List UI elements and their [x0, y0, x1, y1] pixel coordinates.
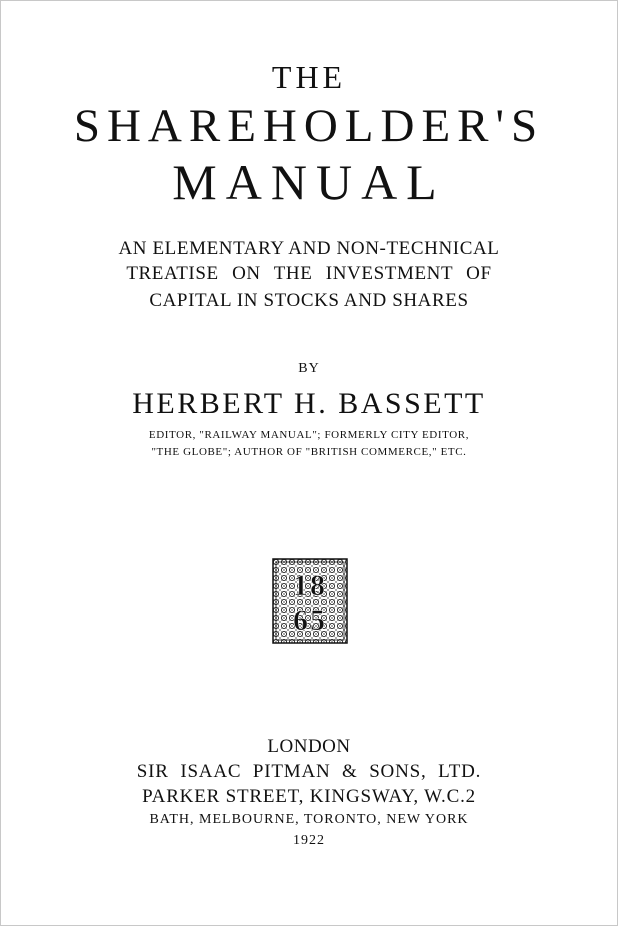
imprint-address: PARKER STREET, KINGSWAY, W.C.2	[142, 786, 476, 807]
svg-text:18: 18	[293, 569, 327, 602]
author-credentials-2: "THE GLOBE"; AUTHOR OF "BRITISH COMMERCE," ETC.	[151, 446, 467, 458]
subtitle-line-3: CAPITAL IN STOCKS AND SHARES	[149, 290, 469, 311]
title-main: SHAREHOLDER'S	[73, 100, 545, 152]
byline: BY	[298, 361, 320, 376]
subtitle-line-2: TREATISE ON THE INVESTMENT OF	[126, 263, 492, 284]
monogram-art	[272, 558, 348, 644]
author-name: HERBERT H. BASSETT	[132, 387, 486, 420]
imprint-place: LONDON	[267, 736, 351, 757]
author-credentials-1: EDITOR, "RAILWAY MANUAL"; FORMERLY CITY EDITOR,	[148, 429, 470, 441]
svg-text:65: 65	[293, 604, 327, 637]
title-article: THE	[271, 59, 347, 95]
publisher-monogram-icon	[272, 558, 348, 644]
subtitle-line-1: AN ELEMENTARY AND NON-TECHNICAL	[118, 238, 500, 259]
title-manual: MANUAL	[172, 154, 446, 210]
imprint-year: 1922	[293, 833, 325, 848]
imprint-publisher: SIR ISAAC PITMAN & SONS, LTD.	[136, 761, 482, 782]
imprint-cities: BATH, MELBOURNE, TORONTO, NEW YORK	[149, 812, 469, 827]
